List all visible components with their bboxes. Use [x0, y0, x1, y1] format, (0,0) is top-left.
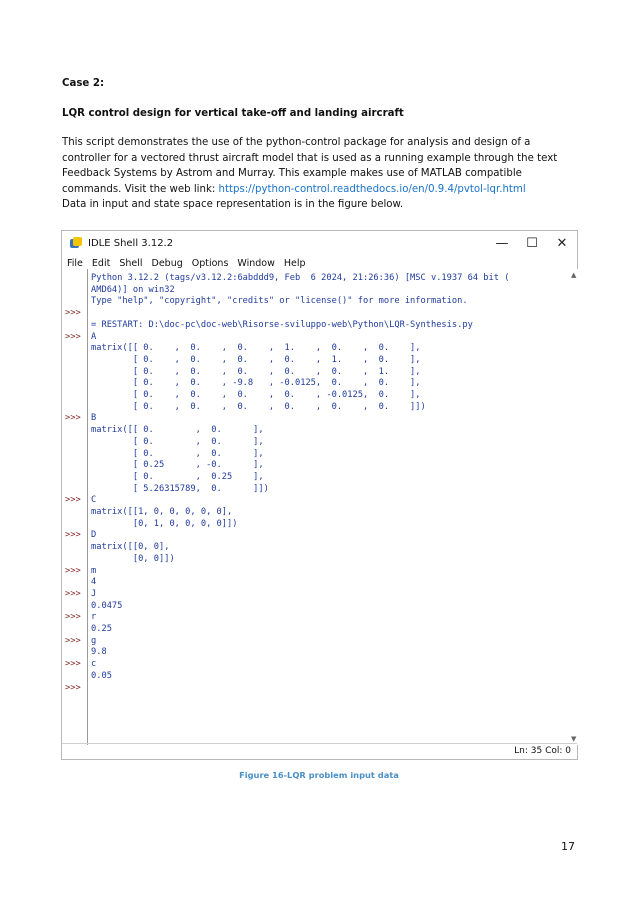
- scroll-up-icon[interactable]: ▲: [571, 271, 577, 279]
- vertical-scrollbar[interactable]: [569, 269, 579, 745]
- shell-line: [ 0. , 0.25 ],: [91, 471, 264, 482]
- python-icon: [70, 237, 82, 249]
- shell-line: B: [91, 413, 97, 424]
- page-number: 17: [561, 840, 575, 853]
- shell-prompt: >>>: [65, 530, 81, 541]
- shell-line: Python 3.12.2 (tags/v3.12.2:6abddd9, Feb 6 2024, 21:26:36) [MSC v.1937 64 bit (: [91, 273, 510, 283]
- idle-window: [61, 230, 578, 760]
- shell-line: AMD64)] on win32: [91, 284, 175, 295]
- menu-help[interactable]: Help: [283, 257, 306, 269]
- shell-line: matrix([[ 0. , 0. ],: [91, 425, 264, 436]
- shell-line: C: [91, 495, 97, 506]
- scroll-down-icon[interactable]: ▼: [571, 735, 577, 743]
- shell-line: [0, 0]]): [91, 553, 175, 564]
- shell-line: [ 0. , 0. , 0. , 0. , -0.0125, 0. ],: [91, 390, 421, 400]
- window-title: IDLE Shell 3.12.2: [88, 237, 174, 249]
- menu-window[interactable]: Window: [237, 257, 275, 269]
- shell-line: 9.8: [91, 647, 107, 658]
- shell-line: 0.0475: [91, 600, 123, 611]
- shell-line: g: [91, 635, 97, 646]
- intro-paragraph: [62, 135, 582, 197]
- shell-line: [ 0. , 0. , 0. , 0. , 0. , 1. ],: [91, 366, 421, 377]
- data-description: Data in input and state space representation is in the figure below.: [62, 199, 404, 210]
- shell-line: matrix([[ 0. , 0. , 0. , 1. , 0. , 0. ],: [91, 343, 421, 354]
- shell-line: [0, 1, 0, 0, 0, 0]]): [91, 518, 238, 529]
- shell-prompt: >>>: [65, 612, 81, 623]
- shell-line: [ 0. , 0. , 0. , 0. , 0. , 0. ]]): [91, 401, 426, 412]
- window-titlebar: [62, 231, 577, 255]
- figure-caption: Figure 16-LQR problem input data: [239, 770, 399, 780]
- shell-line: r: [91, 612, 97, 623]
- shell-prompt: >>>: [65, 413, 81, 424]
- shell-line: = RESTART: D:\doc-pc\doc-web\Risorse-sviluppo-web\Python\LQR-Synthesis.py: [91, 319, 473, 330]
- shell-line: 4: [91, 577, 97, 588]
- shell-prompt: >>>: [65, 331, 81, 342]
- shell-line: J: [91, 588, 97, 599]
- status-bar: Ln: 35 Col: 0: [62, 743, 577, 759]
- shell-line: m: [91, 565, 97, 576]
- shell-area[interactable]: [62, 269, 579, 745]
- shell-prompt: >>>: [65, 495, 81, 506]
- shell-prompt: >>>: [65, 588, 81, 599]
- shell-prompt: >>>: [65, 308, 81, 319]
- section-title: LQR control design for vertical take-off and landing aircraft: [62, 108, 404, 119]
- shell-line: [ 0. , 0. , -9.8 , -0.0125, 0. , 0. ],: [91, 378, 421, 389]
- shell-line: [ 0.25 , -0. ],: [91, 460, 264, 471]
- menu-file[interactable]: File: [67, 257, 83, 269]
- shell-line: matrix([[0, 0],: [91, 542, 170, 553]
- shell-line: [ 0. , 0. ],: [91, 436, 264, 447]
- menu-debug[interactable]: Debug: [151, 257, 183, 269]
- shell-line: A: [91, 331, 97, 342]
- shell-line: [ 0. , 0. , 0. , 0. , 1. , 0. ],: [91, 354, 421, 365]
- menu-options[interactable]: Options: [191, 257, 229, 269]
- intro-text: This script demonstrates the use of the python-control package for analysis and design of a controller for a vectored thrust aircraft model that is used as a running example through the text Feedback Systems by Astrom and Murray. This example makes use of MATLAB compatible commands. Visit the web link:: [62, 137, 558, 195]
- menu-shell[interactable]: Shell: [119, 257, 143, 269]
- shell-line: 0.25: [91, 624, 112, 634]
- shell-prompt: >>>: [65, 682, 81, 693]
- shell-line: 0.05: [91, 670, 112, 681]
- docs-link[interactable]: https://python-control.readthedocs.io/en/0.9.4/pvtol-lqr.html: [218, 183, 526, 195]
- minimize-button[interactable]: —: [495, 235, 509, 251]
- shell-line: c: [91, 659, 97, 670]
- shell-prompt: >>>: [65, 659, 81, 670]
- shell-line: Type "help", "copyright", "credits" or "license()" for more information.: [91, 296, 468, 307]
- shell-line: matrix([[1, 0, 0, 0, 0, 0],: [91, 507, 233, 517]
- close-button[interactable]: ✕: [556, 235, 568, 251]
- maximize-button[interactable]: ☐: [526, 235, 538, 251]
- shell-line: [ 0. , 0. ],: [91, 448, 264, 459]
- shell-prompt: >>>: [65, 635, 81, 646]
- shell-line: D: [91, 530, 97, 541]
- shell-prompt: >>>: [65, 565, 81, 576]
- case-label: Case 2:: [62, 78, 105, 89]
- shell-line: [ 5.26315789, 0. ]]): [91, 483, 269, 494]
- menu-edit[interactable]: Edit: [91, 257, 111, 269]
